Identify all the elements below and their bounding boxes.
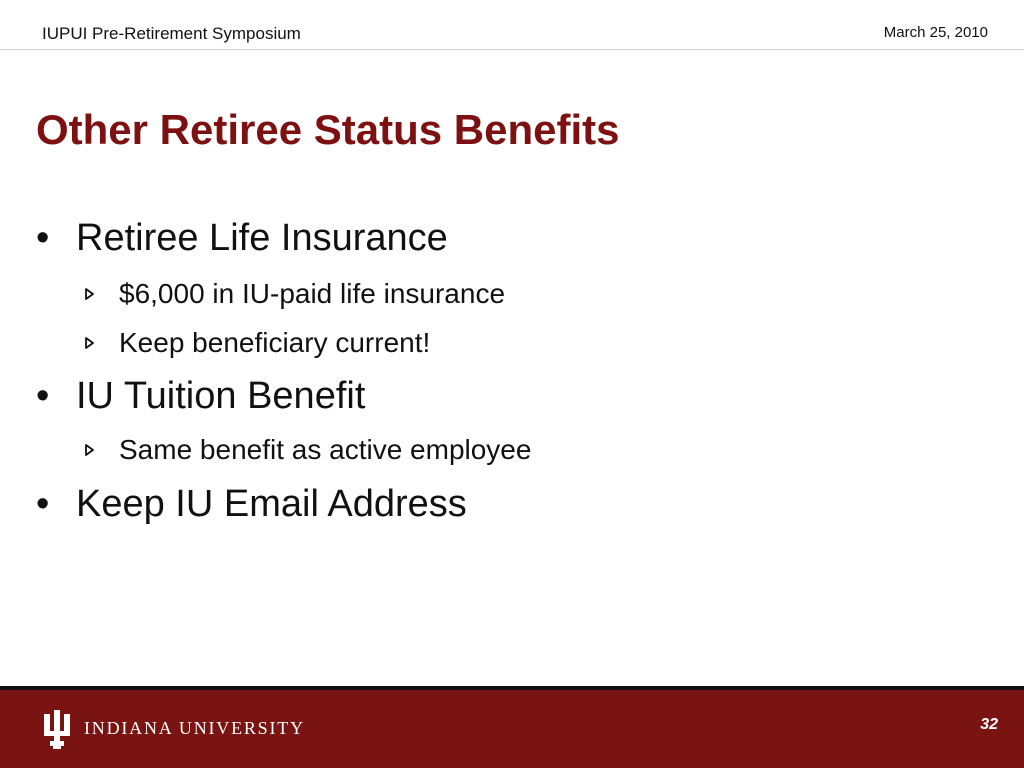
bullet-label: IU Tuition Benefit	[76, 375, 366, 417]
page-number: 32	[980, 716, 998, 733]
bullet-label: Retiree Life Insurance	[76, 217, 448, 259]
bullet-item	[36, 216, 448, 260]
header-title: IUPUI Pre-Retirement Symposium	[42, 24, 301, 43]
triangle-bullet-icon	[84, 431, 119, 465]
bullet-item	[36, 374, 365, 418]
subbullet-item	[84, 277, 505, 311]
slide-title: Other Retiree Status Benefits	[36, 106, 620, 153]
triangle-bullet-icon	[84, 324, 119, 358]
subbullet-label: $6,000 in IU-paid life insurance	[119, 278, 506, 309]
bullet-label: Keep IU Email Address	[76, 483, 467, 525]
bullet-dot-icon: •	[36, 375, 50, 417]
header-date: March 25, 2010	[883, 24, 988, 41]
subbullet-item	[84, 326, 430, 360]
subbullet-label: Same benefit as active employee	[119, 434, 532, 465]
bullet-dot-icon: •	[36, 217, 50, 259]
bullet-dot-icon: •	[36, 483, 50, 525]
triangle-bullet-icon	[84, 275, 119, 309]
iu-trident-icon	[41, 710, 73, 750]
subbullet-item	[84, 433, 531, 467]
indiana-university-wordmark: INDIANA UNIVERSITY	[84, 718, 305, 738]
bullet-item	[36, 482, 467, 526]
subbullet-label: Keep beneficiary current!	[119, 327, 431, 358]
